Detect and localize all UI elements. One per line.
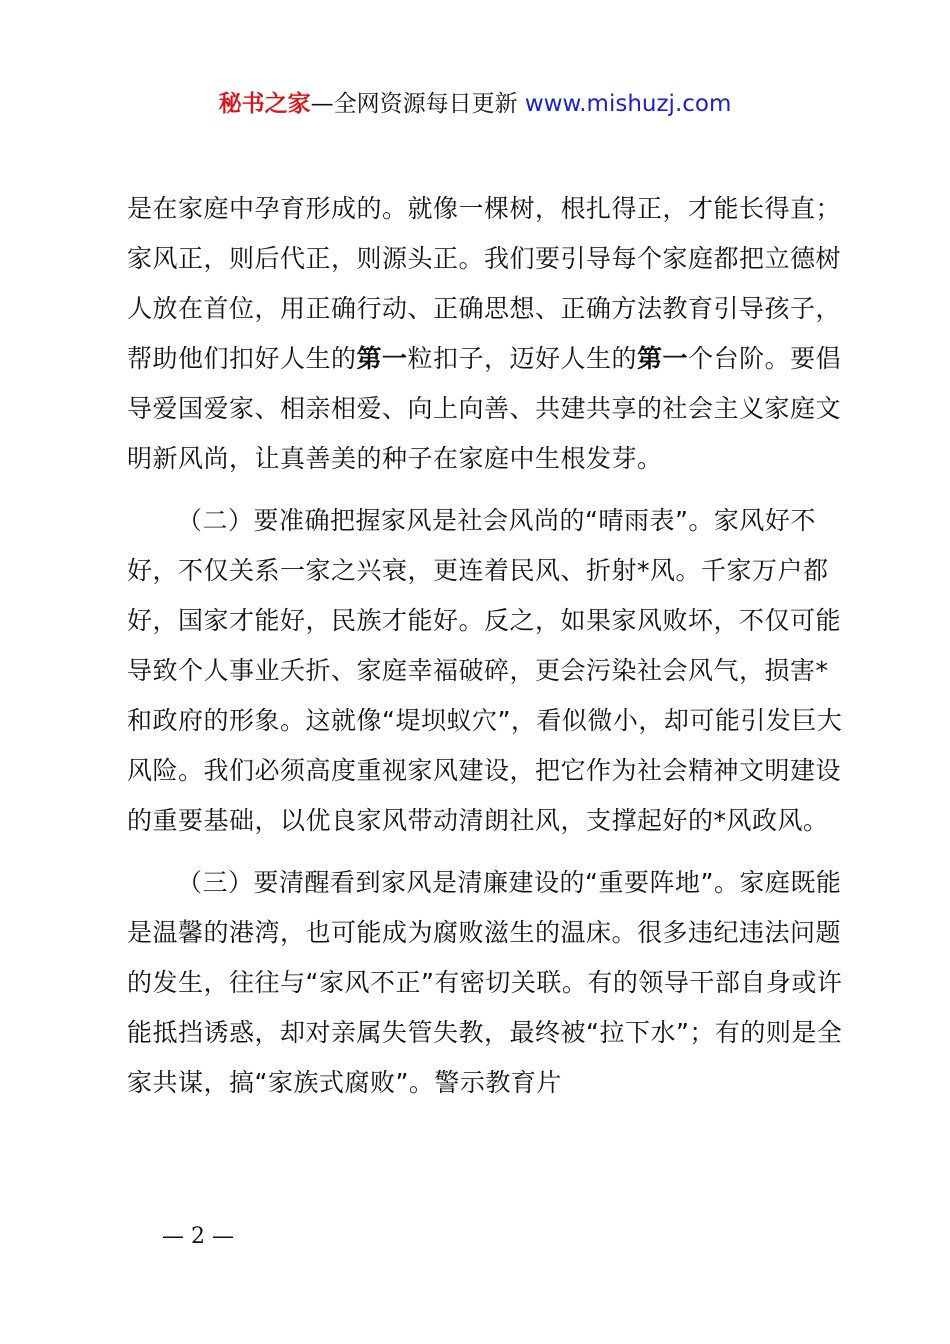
brand-name: 秘书之家: [218, 91, 311, 117]
header-tagline: —全网资源每日更新: [310, 91, 518, 117]
document-body: [127, 184, 843, 1120]
paragraph-1-text-a: 是在家庭中孕育形成的。就像一棵树，根扎得正，才能长得直；家风正，则后代正，则源头正。我们要引导每个家庭都把立德树人放在首位，用正确行动、正确思想、正确方法教育引导孩子，帮助他们扣好人生的: [127, 194, 842, 373]
paragraph-3: （三）要清醒看到家风是清廉建设的“重要阵地”。家庭既能是温馨的港湾，也可能成为腐败滋生的温床。很多违纪违法问题的发生，往往与“家风不正”有密切关联。有的领导干部自身或许能抵挡诱惑，却对亲属失管失教，最终被“拉下水”；有的则是全家共谋，搞“家族式腐败”。警示教育片: [127, 868, 843, 1097]
emphasis-first-1: 第一: [356, 344, 408, 373]
paragraph-1-text-c: 个台阶。要倡导爱国爱家、相亲相爱、向上向善、共建共享的社会主义家庭文明新风尚，让真善美的种子在家庭中生根发芽。: [127, 344, 842, 473]
paragraph-1: [127, 184, 843, 484]
emphasis-first-2: 第一: [637, 344, 689, 373]
page-number: — 2 —: [162, 1224, 234, 1249]
site-header: [0, 86, 950, 122]
paragraph-1-text-b: 粒扣子，迈好人生的: [407, 344, 638, 373]
site-url-link[interactable]: www.mishuzj.com: [524, 91, 732, 117]
paragraph-2: （二）要准确把握家风是社会风尚的“晴雨表”。家风好不好，不仅关系一家之兴衰，更连着民风、折射*风。千家万户都好，国家才能好，民族才能好。反之，如果家风败坏，不仅可能导致个人事业夭折、家庭幸福破碎，更会污染社会风气，损害*和政府的形象。这就像“堤坝蚁穴”，看似微小，却可能引发巨大风险。我们必须高度重视家风建设，把它作为社会精神文明建设的重要基础，以优良家风带动清朗社风，支撑起好的*风政风。: [127, 506, 843, 835]
